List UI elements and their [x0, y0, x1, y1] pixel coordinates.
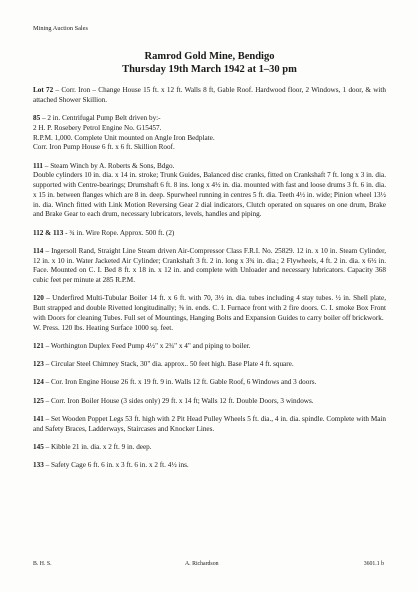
lot-description: – Ingersoll Rand, Straight Line Steam driven Air-Compressor Class F.R.I. No. 25829. 12 in. x 10 in. Steam Cylinder, 12 in. x 10 in. Water Jacketed Air Cylinder; Crankshaft 3 ft. 2 in. long x 3¾ in. dia.; 2 Flywheels, 4 ft. 2 in. dia. x 6½ in. Face. Mounted on C. I. Bed 8 ft. x 18 in. x 12 in. and complete with Unloader and necessary lubricators. Capacity 368 cubic feet per minute at 285 R.P.M. [33, 246, 386, 284]
lot-entry [33, 342, 386, 352]
lot-entry [33, 378, 386, 388]
lot-entry [33, 229, 386, 239]
lot-text-line [33, 294, 386, 323]
lot-description: Corr. Iron Pump House 6 ft. x 6 ft. Skillion Roof. [33, 143, 175, 152]
footer-left: B. H. S. [33, 561, 52, 567]
lot-text-line [33, 86, 386, 106]
lot-number: 125 [33, 396, 44, 405]
lot-number: 121 [33, 341, 44, 350]
lot-description: – Safety Cage 6 ft. 6 in. x 3 ft. 6 in. x 2 ft. 4½ ins. [45, 461, 189, 469]
lot-entry [33, 415, 386, 435]
lot-description: - ¾ in. Wire Rope. Approx. 500 ft. (2) [65, 228, 175, 237]
lot-entry [33, 360, 386, 370]
footer-right: 3601.1 b [363, 561, 384, 567]
lot-description: Double cylinders 10 in. dia. x 14 in. stroke; Trunk Guides, Balanced disc cranks, fitted on Crankshaft 7 ft. long x 3 in. dia. supported with Centre-bearings; Drumshaft 6 ft. 8 ins. long x 4½ in. dia. mounted with fast and loose drums 3 ft. 6 in. dia. x 15 in. between flanges which are 8 in. deep. Spurwheel running in centres 5 ft. dia. Teeth 4½ in. wide; Pinion wheel 13½ in. dia. Winch fitted with Link Motion Reversing Gear 2 dial indicators, Clutch operated on squares on one drum, Brake and Brake Gear to each drum, necessary lubricators, levels, handles and piping. [33, 171, 386, 219]
lot-text-line [33, 124, 386, 134]
lot-text-line [33, 114, 386, 124]
lot-text-line [33, 461, 386, 471]
lot-entry [33, 461, 386, 471]
lot-entry [33, 114, 386, 153]
lot-description: – 2 in. Centrifugal Pump Belt driven by:- [41, 114, 161, 122]
lot-description: R.P.M. 1,000. Complete Unit mounted on Angle Iron Bedplate. [33, 133, 215, 142]
lot-description: 2 H. P. Rosebery Petrol Engine No. G15457. [33, 123, 162, 132]
lot-text-line [33, 171, 386, 220]
lot-number: 133 [33, 461, 44, 469]
lot-entry [33, 443, 386, 453]
lot-text-line [33, 143, 386, 153]
lot-number: 111 [33, 161, 43, 170]
lot-number: 114 [33, 246, 44, 255]
lot-entry [33, 86, 386, 106]
lot-text-line [33, 378, 386, 388]
lot-number: 112 & 113 [33, 228, 64, 237]
footer-center: A. Richardson [185, 561, 219, 567]
lot-number: 124 [33, 378, 44, 387]
lot-entry [33, 397, 386, 407]
lot-text-line [33, 324, 386, 334]
title-line-1: Ramrod Gold Mine, Bendigo [144, 51, 275, 62]
document-title [0, 50, 419, 76]
lot-text-line [33, 342, 386, 352]
lot-description: – Kibble 21 in. dia. x 2 ft. 9 in. deep. [45, 442, 152, 451]
lot-number: Lot 72 [33, 86, 54, 94]
lot-entry [33, 247, 386, 286]
lot-text-line [33, 134, 386, 144]
lot-number: 141 [33, 414, 44, 423]
lot-number: 120 [33, 294, 44, 303]
lot-description: – Corr. Iron Boiler House (3 sides only) 29 ft. x 14 ft; Walls 12 ft. Double Doors, 3 windows. [45, 396, 314, 405]
lot-text-line [33, 360, 386, 370]
lot-description: – Corr. Iron – Change House 15 ft. x 12 ft. Walls 8 ft, Gable Roof. Hardwood floor, 2 Windows, 1 door, & with attached Shower Skillion. [33, 86, 387, 104]
lot-text-line [33, 397, 386, 407]
header-label: Mining Auction Sales [33, 25, 88, 32]
lot-number: 145 [33, 442, 44, 451]
lot-text-line [33, 162, 386, 172]
lot-list [33, 86, 386, 479]
lot-entry [33, 162, 386, 221]
lot-description: – Underfired Multi-Tubular Boiler 14 ft. x 6 ft. with 70, 3½ in. dia. tubes including 4 stay tubes. ½ in. Shell plate, Butt strapped and double Rivetted longitudinally; ⅜ in. ends. C. I. Furnace front with 2 fire doors. C. I. smoke Box Front with Doors for cleaning Tubes. Full set of Mountings, Hanging Bolts and Expansion Guides to carry boiler off brickwork. [33, 294, 387, 322]
lot-number: 85 [33, 114, 41, 122]
lot-text-line [33, 443, 386, 453]
lot-description: – Set Wooden Poppet Legs 53 ft. high with 2 Pit Head Pulley Wheels 5 ft. dia., 4 in. dia. spindle. Complete with Main and Safety Braces, Ladderways, Staircases and Knocker Lines. [33, 414, 387, 433]
lot-text-line [33, 229, 386, 239]
lot-text-line [33, 415, 386, 435]
lot-description: – Worthington Duplex Feed Pump 4½" x 2¾" x 4" and piping to boiler. [45, 341, 251, 350]
lot-number: 123 [33, 360, 44, 368]
lot-description: – Steam Winch by A. Roberts & Sons, Bdgo. [44, 161, 175, 170]
lot-description: – Cor. Iron Engine House 26 ft. x 19 ft. 9 in. Walls 12 ft. Gable Roof, 6 Windows and 3 doors. [45, 378, 317, 387]
title-line-2: Thursday 19th March 1942 at 1–30 pm [122, 64, 297, 75]
lot-description: W. Press. 120 lbs. Heating Surface 1000 sq. feet. [33, 323, 174, 332]
lot-text-line [33, 247, 386, 286]
lot-description: – Circular Steel Chimney Stack, 30" dia. approx.. 50 feet high. Base Plate 4 ft. square. [45, 360, 294, 368]
lot-entry [33, 294, 386, 333]
